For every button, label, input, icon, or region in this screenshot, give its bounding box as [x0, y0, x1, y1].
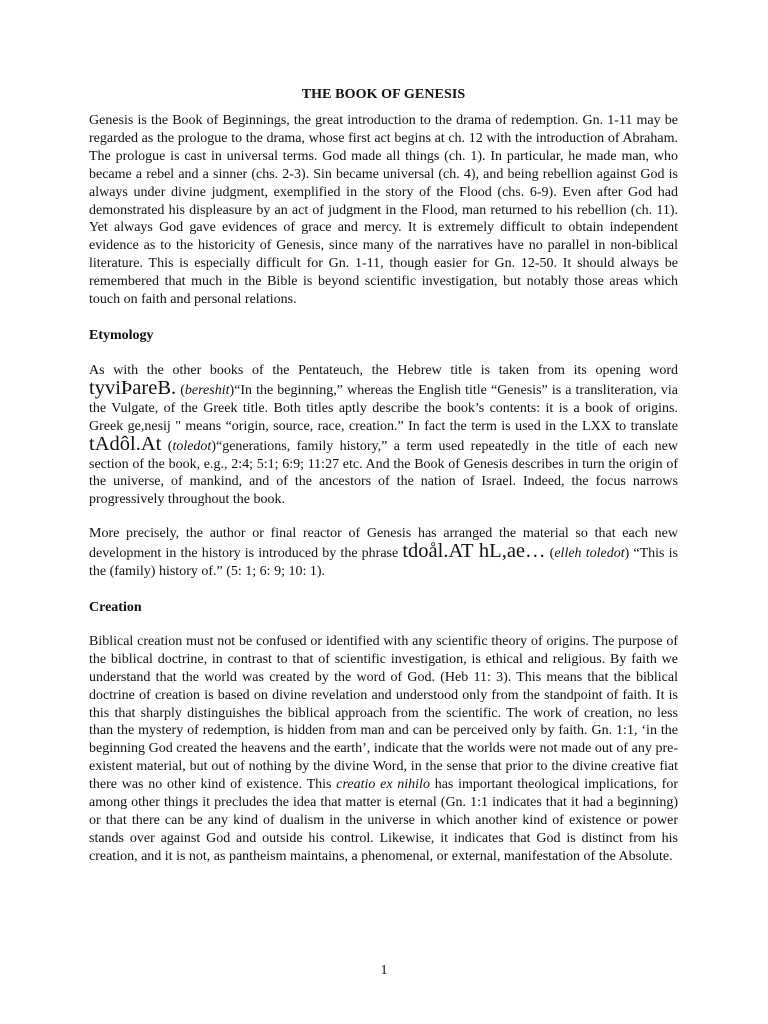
text-run: )“generations, family history,” a term used repeatedly in the title of each new section of the book, e.g., 2:4; 5:1; 6:9; 11:27 etc. And the Book of Genesis describes in turn the origin of the universe, of mankind, and of the ancestors of the nation of Israel. Indeed, the focus narrows progressively throughout the book.	[89, 438, 678, 508]
transliteration-elleh-toledot: elleh toledot	[554, 546, 625, 562]
text-run: Biblical creation must not be confused or identified with any scientific theory of origins. The purpose of the biblical doctrine, in contrast to that of scientific investigation, is ethical and religious. By faith we understand that the world was created by the word of God. (Heb 11: 3). This means that the biblical doctrine of creation is based on divine revelation and understood only from the standpoint of faith. It is this that sharply distinguishes the biblical approach from the scientific. The work of creation, no less than the mystery of redemption, is hidden from man and can be perceived only by faith. Gn. 1:1, ‘in the beginning God created the heavens and the earth’, indicate that the worlds were not made out of any pre-existent material, but out of nothing by the divine Word, in the sense that prior to the divine creative fiat there was no other kind of existence. This	[89, 633, 678, 793]
document-title: THE BOOK OF GENESIS	[301, 87, 466, 102]
etymology-heading: Etymology	[89, 327, 154, 343]
text-run: (	[161, 438, 173, 454]
text-run: )“In the beginning,” whereas the English title “Genesis” is a transliteration, via the Vulgate, of the Greek title. Both titles aptly describe the book’s contents: it is a book of origins. Greek ge,nesij " means “origin, source, race, creation.” In fact the term is used in the LXX to translate	[89, 382, 678, 434]
intro-paragraph: Genesis is the Book of Beginnings, the great introduction to the drama of redemption. Gn. 1-11 may be regarded as the prologue to the drama, whose first act begins at ch. 12 with the introduction of Abraham. The prologue is cast in universal terms. God made all things (ch. 1). In particular, he made man, who became a rebel and a sinner (chs. 2-3). Sin became universal (ch. 4), and being rebellion against God is always under divine judgment, exemplified in the story of the Flood (chs. 6-9). Even after God had demonstrated his displeasure by an act of judgment in the Flood, man returned to his rebellion (ch. 11). Yet always God gave evidences of grace and mercy. It is extremely difficult to obtain independent evidence as to the historicity of Genesis, since many of the narratives have no parallel in non-biblical literature. This is especially difficult for Gn. 1-11, though easier for Gn. 12-50. It should always be remembered that much in the Bible is beyond scientific investigation, but notably those areas which touch on faith and personal relations.	[89, 113, 678, 308]
text-run: has important theological implications, for among other things it precludes the idea that matter is eternal (Gn. 1:1 indicates that it had a beginning) or that there can be any kind of dualism in the universe in which another kind of existence or power stands over against God and outside his control. Likewise, it indicates that God is distinct from his creation, and it is not, as pantheism maintains, a phenomenal, or external, manifestation of the Absolute.	[89, 777, 678, 864]
hebrew-phrase-elleh-toledot: tdoål.AT hL,ae…	[402, 540, 546, 563]
latin-phrase: creatio ex nihilo	[336, 777, 430, 793]
page-number: 1	[380, 963, 388, 978]
creation-heading: Creation	[89, 599, 142, 615]
text-run: More precisely, the author or final reactor of Genesis has arranged the material so that each new development in the history is introduced by the phrase	[89, 526, 678, 562]
text-run: ) “This is the (family) history of.” (5: 1; 6: 9; 10: 1).	[89, 546, 678, 580]
transliteration-toledot: toledot	[172, 438, 212, 454]
text-run: (	[176, 382, 185, 398]
hebrew-word-bereshit: tyviÞareB.	[89, 376, 177, 399]
text-run: As with the other books of the Pentateuch, the Hebrew title is taken from its opening word	[89, 362, 678, 378]
hebrew-word-toledot: tAdôl.At	[89, 432, 162, 455]
text-run: (	[545, 546, 555, 562]
transliteration-bereshit: bereshit	[184, 382, 230, 398]
etymology-paragraph-1	[89, 362, 678, 509]
etymology-paragraph-2	[89, 525, 678, 581]
creation-paragraph	[89, 633, 678, 866]
